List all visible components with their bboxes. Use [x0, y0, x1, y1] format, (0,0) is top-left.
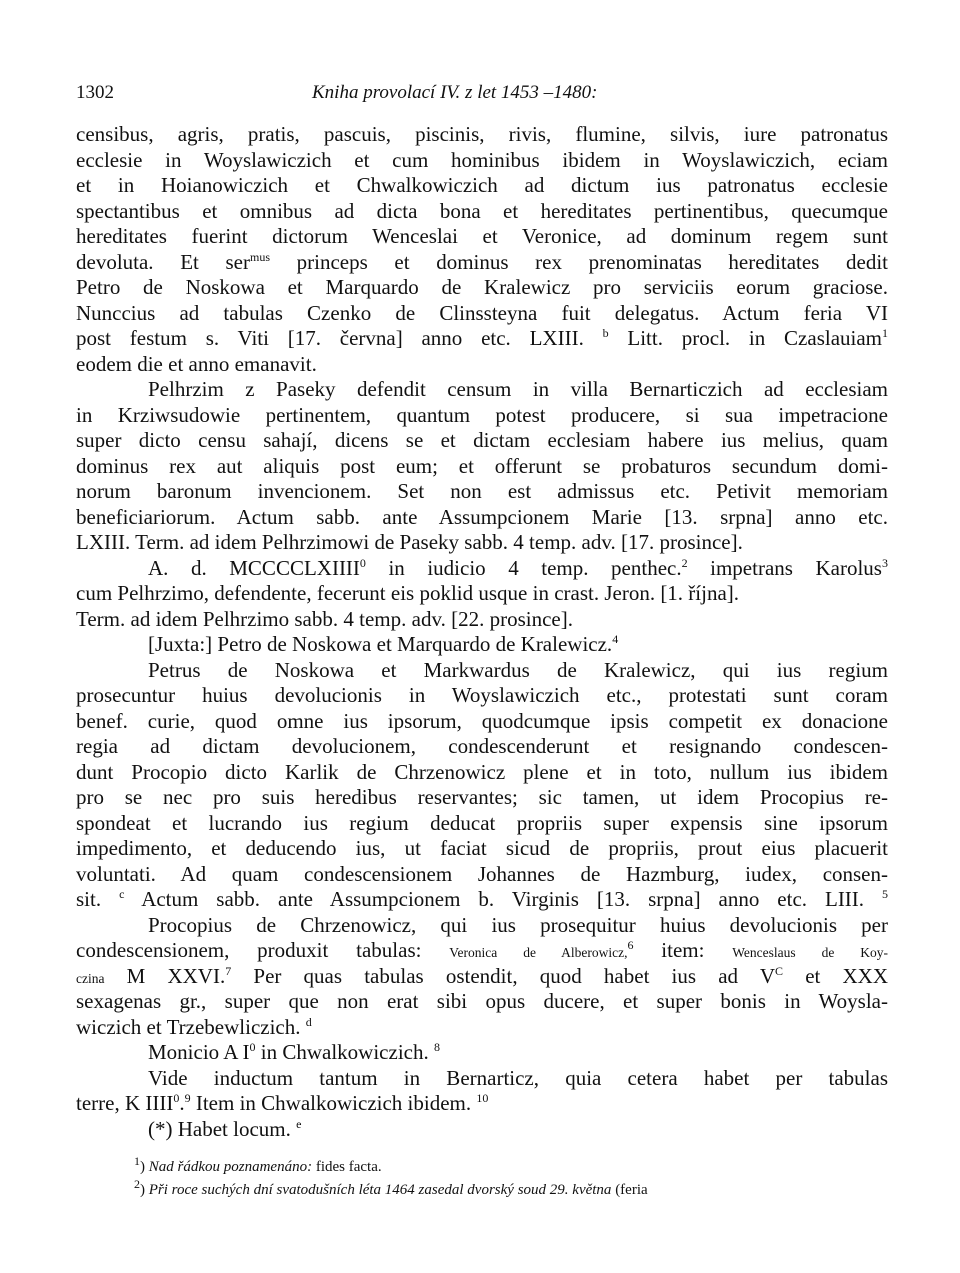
small-caps-text: Wenceslaus de Koy-: [732, 945, 888, 960]
text-line: [76, 887, 888, 913]
line-text: item:: [633, 938, 733, 962]
text-line: [76, 505, 888, 531]
line-text: impedimento, et deducendo ius, ut faciat sicud de propriis, prout eius placuerit: [76, 836, 888, 860]
line-text: spectantibus et omnibus ad dicta bona et hereditates pertinentibus, quecumque: [76, 198, 888, 223]
text-line: [76, 122, 888, 148]
text-line: [76, 964, 888, 990]
line-text: Actum sabb. ante Assumpcionem b. Virginis [13. srpna] anno etc. LIII.: [124, 887, 883, 911]
line-text: Petro de Noskowa et Marquardo de Kralewicz pro serviciis eorum graciose.: [76, 275, 888, 299]
footnote-marker: 0: [249, 1040, 256, 1054]
running-title: Kniha provolací IV. z let 1453 –1480:: [312, 82, 598, 103]
footnote: [76, 1179, 888, 1202]
body-text: [76, 122, 888, 1142]
text-line: [76, 148, 888, 174]
footnotes: [76, 1156, 888, 1202]
line-text: dunt Procopio dicto Karlik de Chrzenowicz plene et in toto, nullum ius ibidem: [76, 759, 888, 784]
text-line: [76, 530, 888, 556]
line-text: Pelhrzim z Paseky defendit censum in villa Bernarticzich ad ecclesiam: [148, 377, 888, 401]
text-line: [76, 1066, 888, 1092]
text-line: [76, 1015, 888, 1041]
text-line: [76, 377, 888, 403]
text-line: [76, 250, 888, 276]
text-line: [76, 836, 888, 862]
page-header: [76, 78, 888, 112]
line-text: .: [179, 1091, 185, 1115]
text-line: [76, 862, 888, 888]
footnote-marker: d: [305, 1014, 312, 1029]
line-text: spondeat et lucrando ius regium deducat propriis super expensis sine ipsorum: [76, 810, 888, 835]
line-text: regia ad dictam devolucionem, condescenderunt et resignando condescen-: [76, 734, 888, 758]
footnote-marker: 7: [225, 963, 232, 978]
text-line: [76, 938, 888, 964]
text-line: [76, 683, 888, 709]
line-text: devoluta. Et ser: [76, 249, 250, 274]
line-text: impetrans Karolus: [687, 555, 882, 580]
line-text: Litt. procl. in Czaslauiam: [608, 326, 883, 350]
line-text: in iudicio 4 temp. penthec.: [365, 555, 682, 580]
line-text: pro se nec pro suis heredibus reservantes; sic tamen, ut idem Procopius re-: [76, 785, 888, 809]
text-line: [76, 734, 888, 760]
text-line: [76, 811, 888, 837]
text-line: [76, 760, 888, 786]
line-text: post festum s. Viti [17. června] anno etc. LXIII.: [76, 326, 603, 350]
line-text: [Juxta:] Petro de Noskowa et Marquardo de Kralewicz.: [148, 632, 613, 656]
line-text: et XXX: [783, 963, 889, 988]
line-text: sexagenas gr., super que non erat sibi opus ducere, et super bonis in Woysla-: [76, 989, 888, 1013]
footnote-marker: 2: [681, 555, 688, 570]
line-text: censibus, agris, pratis, pascuis, piscinis, rivis, flumine, silvis, iure patronatus: [76, 122, 888, 146]
text-line: [76, 556, 888, 582]
line-text: M XXVI.: [104, 963, 226, 988]
footnote-marker: mus: [249, 249, 270, 264]
text-line: [76, 275, 888, 301]
text-line: [76, 479, 888, 505]
footnote-number: 2: [134, 1177, 140, 1191]
footnote-marker: b: [602, 326, 609, 340]
line-text: Per quas tabulas ostendit, quod habet ius ad V: [231, 963, 776, 988]
footnote: [76, 1156, 888, 1179]
line-text: princeps et dominus rex prenominatas hereditates dedit: [270, 249, 888, 274]
text-line: [76, 581, 888, 607]
footnote-marker: 9: [184, 1091, 191, 1105]
line-text: Monicio A I: [148, 1040, 250, 1064]
line-text: eodem die et anno emanavit.: [76, 351, 317, 376]
line-text: terre, K IIII: [76, 1091, 174, 1115]
text-line: [76, 658, 888, 684]
line-text: ecclesie in Woyslawiczich et cum hominibus ibidem in Woyslawiczich, eciam: [76, 147, 888, 172]
footnote-marker: 10: [476, 1091, 489, 1105]
text-line: [76, 913, 888, 939]
document-page: [76, 78, 888, 1202]
text-line: [76, 301, 888, 327]
footnote-marker: 5: [882, 887, 889, 901]
line-text: in Krziwsudowie pertinentem, quantum potest producere, si sua impetracione: [76, 402, 888, 427]
footnote-marker: 6: [627, 938, 634, 952]
small-caps-text: czina: [76, 970, 105, 986]
text-line: [76, 1091, 888, 1117]
line-text: Term. ad idem Pelhrzimo sabb. 4 temp. adv. [22. prosince].: [76, 606, 573, 631]
footnote-marker: 4: [612, 632, 619, 646]
footnote-marker: 0: [173, 1091, 180, 1105]
line-text: hereditates fuerint dictorum Wenceslai et Veronice, ad dominum regem sunt: [76, 224, 888, 248]
text-line: [76, 403, 888, 429]
line-text: in Chwalkowiczich.: [255, 1040, 434, 1064]
footnote-paren: ): [140, 1182, 149, 1198]
line-text: dominus rex aut aliquis post eum; et offerunt se probaturos secundum domi-: [76, 453, 888, 478]
line-text: Vide inductum tantum in Bernarticz, quia cetera habet per tabulas: [148, 1065, 888, 1090]
footnote-marker: C: [775, 963, 784, 978]
text-line: [76, 1117, 888, 1143]
text-line: [76, 607, 888, 633]
text-line: [76, 785, 888, 811]
footnote-marker: e: [296, 1116, 302, 1131]
line-text: benef. curie, quod omne ius ipsorum, quodcumque ipsis competit ex donacione: [76, 708, 888, 733]
footnote-italic: Nad řádkou poznamenáno:: [148, 1159, 313, 1175]
line-text: Item in Chwalkowiczich ibidem.: [190, 1091, 477, 1115]
line-text: wiczich et Trzebewliczich.: [76, 1014, 306, 1039]
text-line: [76, 199, 888, 225]
text-line: [76, 224, 888, 250]
footnote-marker: c: [119, 887, 125, 901]
text-line: [76, 632, 888, 658]
line-text: LXIII. Term. ad idem Pelhrzimowi de Paseky sabb. 4 temp. adv. [17. prosince].: [76, 530, 743, 554]
footnote-marker: 8: [433, 1040, 440, 1054]
line-text: Nunccius ad tabulas Czenko de Clinssteyna fuit delegatus. Actum feria VI: [76, 300, 888, 325]
line-text: cum Pelhrzimo, defendente, fecerunt eis poklid usque in crast. Jeron. [1. října].: [76, 581, 740, 605]
small-caps-text: Veronica de Alberowicz,: [449, 945, 628, 960]
line-text: Petrus de Noskowa et Markwardus de Kralewicz, qui ius regium: [148, 657, 888, 682]
footnote-italic: Při roce suchých dní svatodušních léta 1464 zasedal dvorský soud 29. května: [148, 1182, 612, 1198]
line-text: voluntati. Ad quam condescensionem Johannes de Hazmburg, iudex, consen-: [76, 861, 888, 886]
line-text: beneficiariorum. Actum sabb. ante Assumpcionem Marie [13. srpna] anno etc.: [76, 504, 888, 529]
line-text: norum baronum invencionem. Set non est admissus etc. Petivit memoriam: [76, 479, 888, 503]
footnote-marker: 1: [882, 326, 889, 340]
page-number: 1302: [76, 82, 114, 103]
footnote-text: (feria: [611, 1182, 648, 1198]
footnote-text: fides facta.: [312, 1159, 382, 1175]
footnote-paren: ): [140, 1159, 149, 1175]
footnote-marker: 3: [881, 555, 888, 570]
footnote-marker: 0: [359, 555, 366, 570]
text-line: [76, 326, 888, 352]
text-line: [76, 989, 888, 1015]
line-text: super dicto censu sahají, dicens se et dictam ecclesiam habere ius melius, quam: [76, 428, 888, 452]
line-text: condescensionem, produxit tabulas:: [76, 938, 450, 962]
line-text: et in Hoianowiczich et Chwalkowiczich ad dictum ius patronatus ecclesie: [76, 173, 888, 197]
text-line: [76, 428, 888, 454]
line-text: sit.: [76, 887, 120, 911]
text-line: [76, 173, 888, 199]
line-text: Procopius de Chrzenowicz, qui ius prosequitur huius devolucionis per: [148, 912, 888, 937]
line-text: (*) Habet locum.: [148, 1116, 297, 1141]
line-text: A. d. MCCCCLXIIII: [148, 555, 360, 580]
text-line: [76, 1040, 888, 1066]
line-text: prosecuntur huius devolucionis in Woyslawiczich etc., protestati sunt coram: [76, 683, 888, 707]
text-line: [76, 454, 888, 480]
footnote-number: 1: [134, 1154, 140, 1168]
text-line: [76, 709, 888, 735]
text-line: [76, 352, 888, 378]
